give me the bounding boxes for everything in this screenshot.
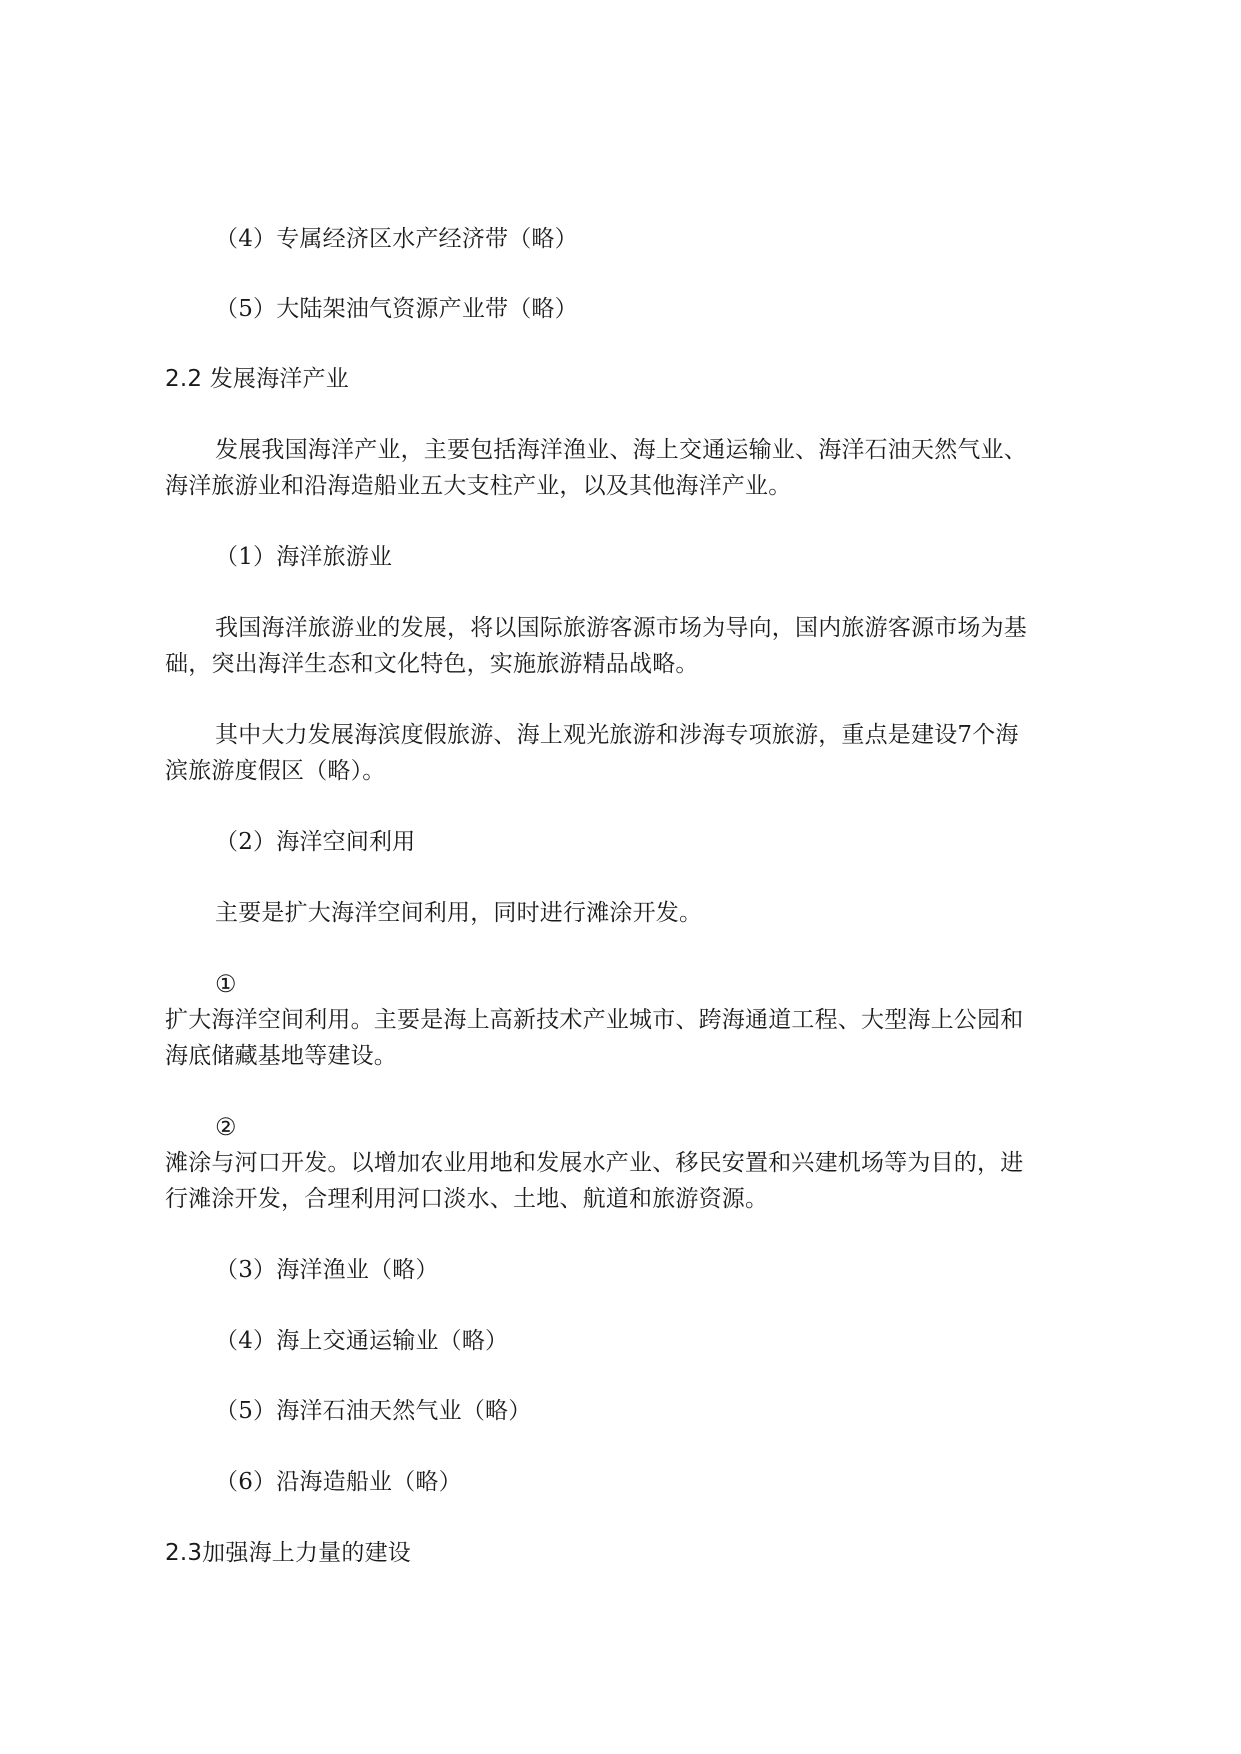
subsection-title-shipbuilding: （6）沿海造船业（略） — [215, 1469, 462, 1495]
subsection-title-space-use: （2）海洋空间利用 — [215, 829, 416, 855]
circled-number-1: ① — [215, 970, 237, 998]
subsection-title-oil-gas: （5）海洋石油天然气业（略） — [215, 1398, 532, 1424]
section-heading-2-2: 2.2 发展海洋产业 — [165, 366, 349, 392]
circled-number-2: ② — [215, 1113, 237, 1141]
subsection-title-tourism: （1）海洋旅游业 — [215, 544, 393, 570]
list-item-continental-shelf: （5）大陆架油气资源产业带（略） — [215, 296, 578, 322]
paragraph-intro-line-1: 发展我国海洋产业，主要包括海洋渔业、海上交通运输业、海洋石油天然气业、 — [215, 437, 1027, 463]
paragraph-space-expansion-line-1: 扩大海洋空间利用。主要是海上高新技术产业城市、跨海通道工程、大型海上公园和 — [165, 1007, 1024, 1033]
paragraph-space-expansion-line-2: 海底储藏基地等建设。 — [165, 1043, 397, 1069]
list-item-exclusive-economic-zone: （4）专属经济区水产经济带（略） — [215, 226, 578, 252]
paragraph-tourism-line-2: 础，突出海洋生态和文化特色，实施旅游精品战略。 — [165, 651, 699, 677]
paragraph-space-use: 主要是扩大海洋空间利用，同时进行滩涂开发。 — [215, 900, 703, 926]
paragraph-resorts-line-2: 滨旅游度假区（略）。 — [165, 758, 386, 784]
paragraph-tidal-flats-line-2: 行滩涂开发，合理利用河口淡水、土地、航道和旅游资源。 — [165, 1186, 769, 1212]
paragraph-tourism-line-1: 我国海洋旅游业的发展，将以国际旅游客源市场为导向，国内旅游客源市场为基 — [215, 615, 1027, 641]
paragraph-resorts-line-1: 其中大力发展海滨度假旅游、海上观光旅游和涉海专项旅游，重点是建设7个海 — [215, 722, 1019, 748]
paragraph-tidal-flats-line-1: 滩涂与河口开发。以增加农业用地和发展水产业、移民安置和兴建机场等为目的，进 — [165, 1150, 1024, 1176]
section-heading-2-3: 2.3加强海上力量的建设 — [165, 1540, 411, 1566]
subsection-title-transport: （4）海上交通运输业（略） — [215, 1328, 509, 1354]
subsection-title-fishery: （3）海洋渔业（略） — [215, 1257, 439, 1283]
paragraph-intro-line-2: 海洋旅游业和沿海造船业五大支柱产业，以及其他海洋产业。 — [165, 473, 792, 499]
